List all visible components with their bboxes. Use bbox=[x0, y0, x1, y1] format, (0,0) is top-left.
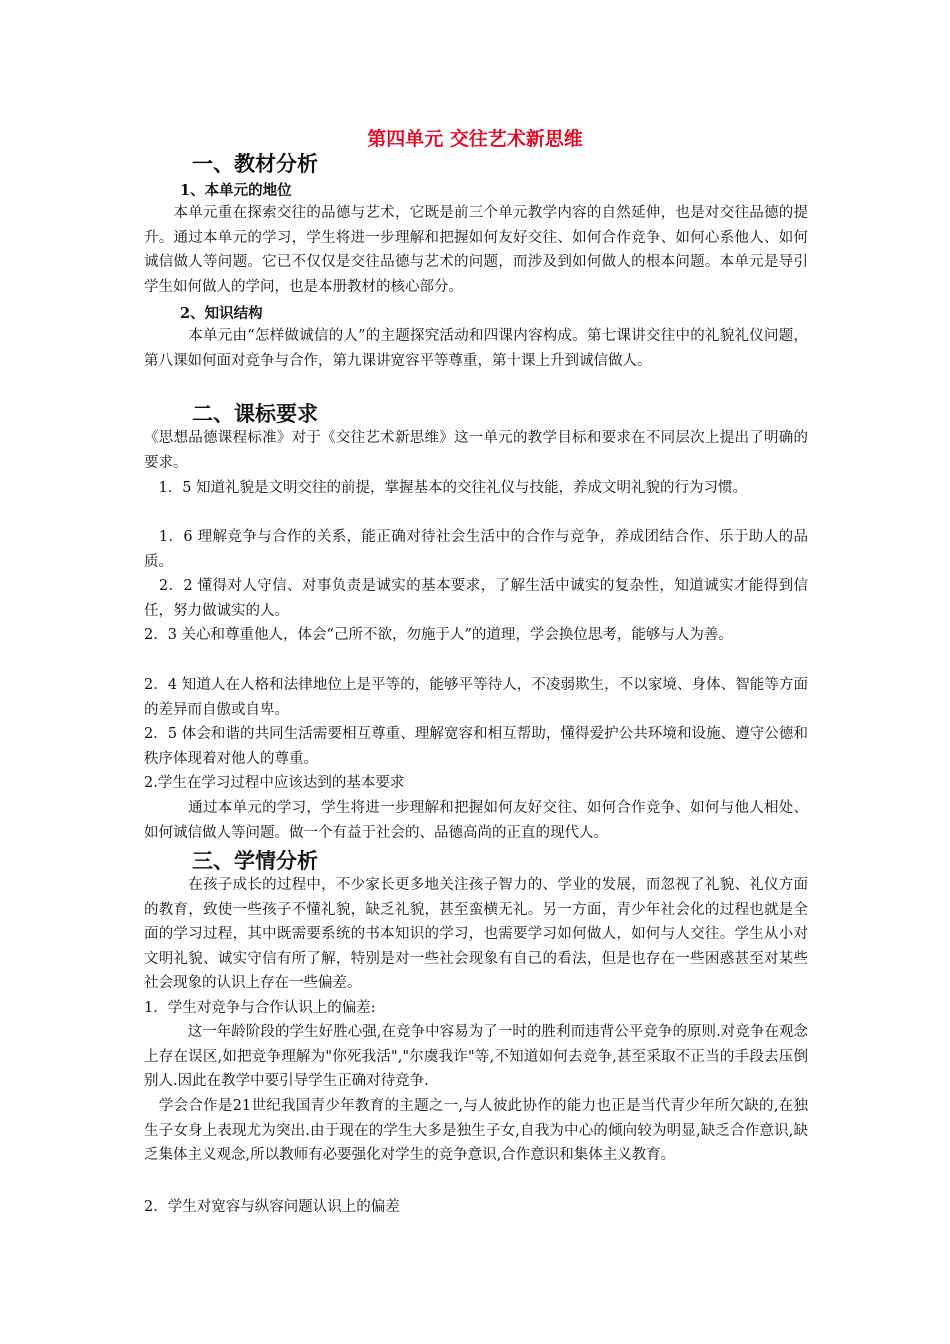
paragraph-curriculum-intro: 《思想品德课程标准》对于《交往艺术新思维》这一单元的教学目标和要求在不同层次上提出了明确的要求。 bbox=[144, 430, 808, 471]
document-title: 第四单元 交往艺术新思维 bbox=[367, 128, 583, 150]
requirement-item: 2．4 知道人在人格和法律地位上是平等的，能够平等待人，不凌弱欺生，不以家境、身体、智能等方面的差异而自傲或自卑。 bbox=[144, 677, 808, 718]
subheading-unit-position: 1、本单元的地位 bbox=[180, 182, 292, 199]
paragraph-knowledge-structure: 本单元由“怎样做诚信的人”的主题探究活动和四课内容构成。第七课讲交往中的礼貌礼仪问题，第八课如何面对竞争与合作，第九课讲宽容平等尊重，第十课上升到诚信做人。 bbox=[144, 328, 808, 369]
analysis-item-competition: 1．学生对竞争与合作认识上的偏差: bbox=[144, 1000, 376, 1016]
paragraph-student-analysis: 在孩子成长的过程中，不少家长更多地关注孩子智力的、学业的发展，而忽视了礼貌、礼仪方面的教育，致使一些孩子不懂礼貌，缺乏礼貌，甚至蛮横无礼。另一方面，青少年社会化的过程也就是全面的学习过程，其中既需要系统的书本知识的学习，也需要学习如何做人，如何与人交往。学生从小对文明礼貌、诚实守信有所了解，特别是对一些社会现象有自己的看法，但是也存在一些困惑甚至对某些社会现象的认识上存在一些偏差。 bbox=[144, 877, 808, 991]
requirement-item: 2．3 关心和尊重他人，体会“己所不欲，勿施于人”的道理，学会换位思考，能够与人为善。 bbox=[144, 627, 733, 643]
paragraph-basic-requirements: 通过本单元的学习，学生将进一步理解和把握如何友好交往、如何合作竞争、如何与他人相处、如何诚信做人等问题。做一个有益于社会的、品德高尚的正直的现代人。 bbox=[144, 800, 808, 841]
requirement-item: 2．5 体会和谐的共同生活需要相互尊重、理解宽容和相互帮助，懂得爱护公共环境和设施、遵守公德和秩序体现着对他人的尊重。 bbox=[144, 726, 808, 767]
paragraph-competition: 这一年龄阶段的学生好胜心强,在竞争中容易为了一时的胜利而违背公平竞争的原则.对竞争在观念上存在误区,如把竞争理解为"你死我活","尔虞我诈"等,不知道如何去竞争,甚至采取不正当的手段去压倒别人.因此在教学中要引导学生正确对待竞争. bbox=[144, 1024, 808, 1089]
analysis-item-tolerance: 2．学生对宽容与纵容问题认识上的偏差 bbox=[144, 1199, 400, 1215]
requirement-item: 2．2 懂得对人守信、对事负责是诚实的基本要求，了解生活中诚实的复杂性，知道诚实才能得到信任，努力做诚实的人。 bbox=[144, 578, 808, 619]
paragraph-cooperation: 学会合作是21世纪我国青少年教育的主题之一,与人彼此协作的能力也正是当代青少年所欠缺的,在独生子女身上表现尤为突出.由于现在的学生大多是独生子女,自我为中心的倾向较为明显,缺乏合作意识,缺乏集体主义观念,所以教师有必要强化对学生的竞争意识,合作意识和集体主义教育。 bbox=[144, 1098, 808, 1163]
requirement-item: 1．5 知道礼貌是文明交往的前提，掌握基本的交往礼仪与技能，养成文明礼貌的行为习惯。 bbox=[144, 480, 748, 496]
requirement-item-basic: 2.学生在学习过程中应该达到的基本要求 bbox=[144, 775, 405, 791]
section-heading-textbook-analysis: 一、教材分析 bbox=[192, 152, 318, 176]
requirement-item: 1．6 理解竞争与合作的关系，能正确对待社会生活中的合作与竞争，养成团结合作、乐于助人的品质。 bbox=[144, 529, 808, 570]
section-heading-curriculum-requirements: 二、课标要求 bbox=[192, 402, 318, 426]
paragraph-unit-position: 本单元重在探索交往的品德与艺术，它既是前三个单元教学内容的自然延伸，也是对交往品德的提升。通过本单元的学习，学生将进一步理解和把握如何友好交往、如何合作竞争、如何心系他人、如何诚信做人等问题。它已不仅仅是交往品德与艺术的问题，而涉及到如何做人的根本问题。本单元是导引学生如何做人的学问，也是本册教材的核心部分。 bbox=[144, 205, 808, 295]
section-heading-student-analysis: 三、学情分析 bbox=[192, 849, 318, 873]
subheading-knowledge-structure: 2、知识结构 bbox=[180, 305, 263, 322]
